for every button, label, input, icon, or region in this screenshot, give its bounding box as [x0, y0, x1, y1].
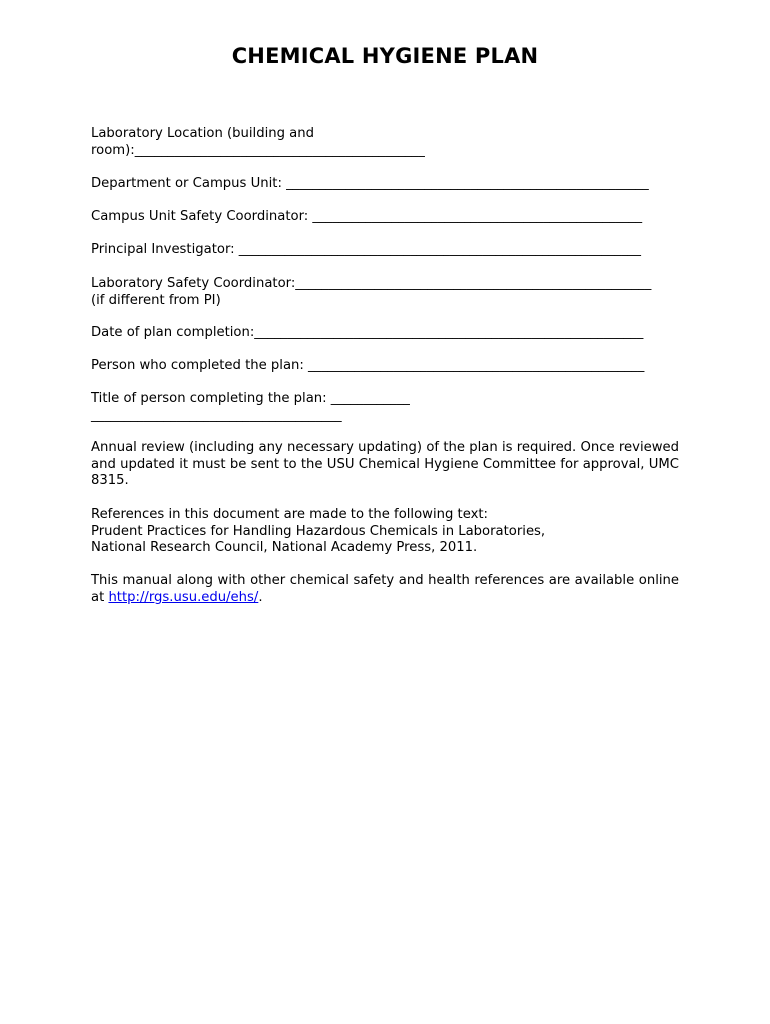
safety-coordinator-label: Campus Unit Safety Coordinator: __________________________________________________	[91, 209, 643, 224]
title-person-label: Title of person completing the plan: ____________	[91, 391, 410, 406]
plan-completion-date-field	[91, 325, 681, 342]
ehs-website-link[interactable]: http://rgs.usu.edu/ehs/	[108, 589, 259, 605]
lab-safety-coordinator-label: Laboratory Safety Coordinator:______________________________________________________	[91, 276, 652, 291]
lab-safety-coordinator-note: (if different from PI)	[91, 292, 221, 308]
title-person-blank: ______________________________________	[91, 407, 342, 423]
manual-text-end: .	[258, 589, 263, 605]
references-title: Prudent Practices for Handling Hazardous Chemicals in Laboratories,	[91, 523, 546, 539]
manual-paragraph	[91, 573, 679, 606]
department-label: Department or Campus Unit: _______________________________________________________	[91, 176, 649, 191]
principal-investigator-label: Principal Investigator: _____________________________________________________________	[91, 242, 641, 257]
department-field	[91, 176, 681, 193]
references-paragraph	[91, 507, 681, 557]
references-publisher: National Research Council, National Academy Press, 2011.	[91, 540, 478, 556]
safety-coordinator-field	[91, 209, 681, 226]
page-title: CHEMICAL HYGIENE PLAN	[231, 44, 539, 68]
annual-review-paragraph: Annual review (including any necessary updating) of the plan is required. Once reviewed and updated it must be sent to the USU Chemical Hygiene Committee for approval, UMC 8315.	[91, 440, 679, 489]
person-completed-field	[91, 358, 681, 375]
title-person-field	[91, 391, 681, 424]
references-intro: References in this document are made to the following text:	[91, 507, 489, 522]
manual-text: This manual along with other chemical safety and health references are available online at	[91, 573, 679, 605]
lab-safety-coordinator-field	[91, 276, 681, 309]
plan-completion-date-label: Date of plan completion:___________________________________________________________	[91, 325, 644, 340]
principal-investigator-field	[91, 242, 681, 259]
lab-location-label: Laboratory Location (building and	[91, 126, 314, 141]
person-completed-label: Person who completed the plan: ___________________________________________________	[91, 358, 645, 373]
lab-location-field	[91, 126, 681, 159]
lab-location-blank: room):____________________________________________	[91, 142, 425, 158]
